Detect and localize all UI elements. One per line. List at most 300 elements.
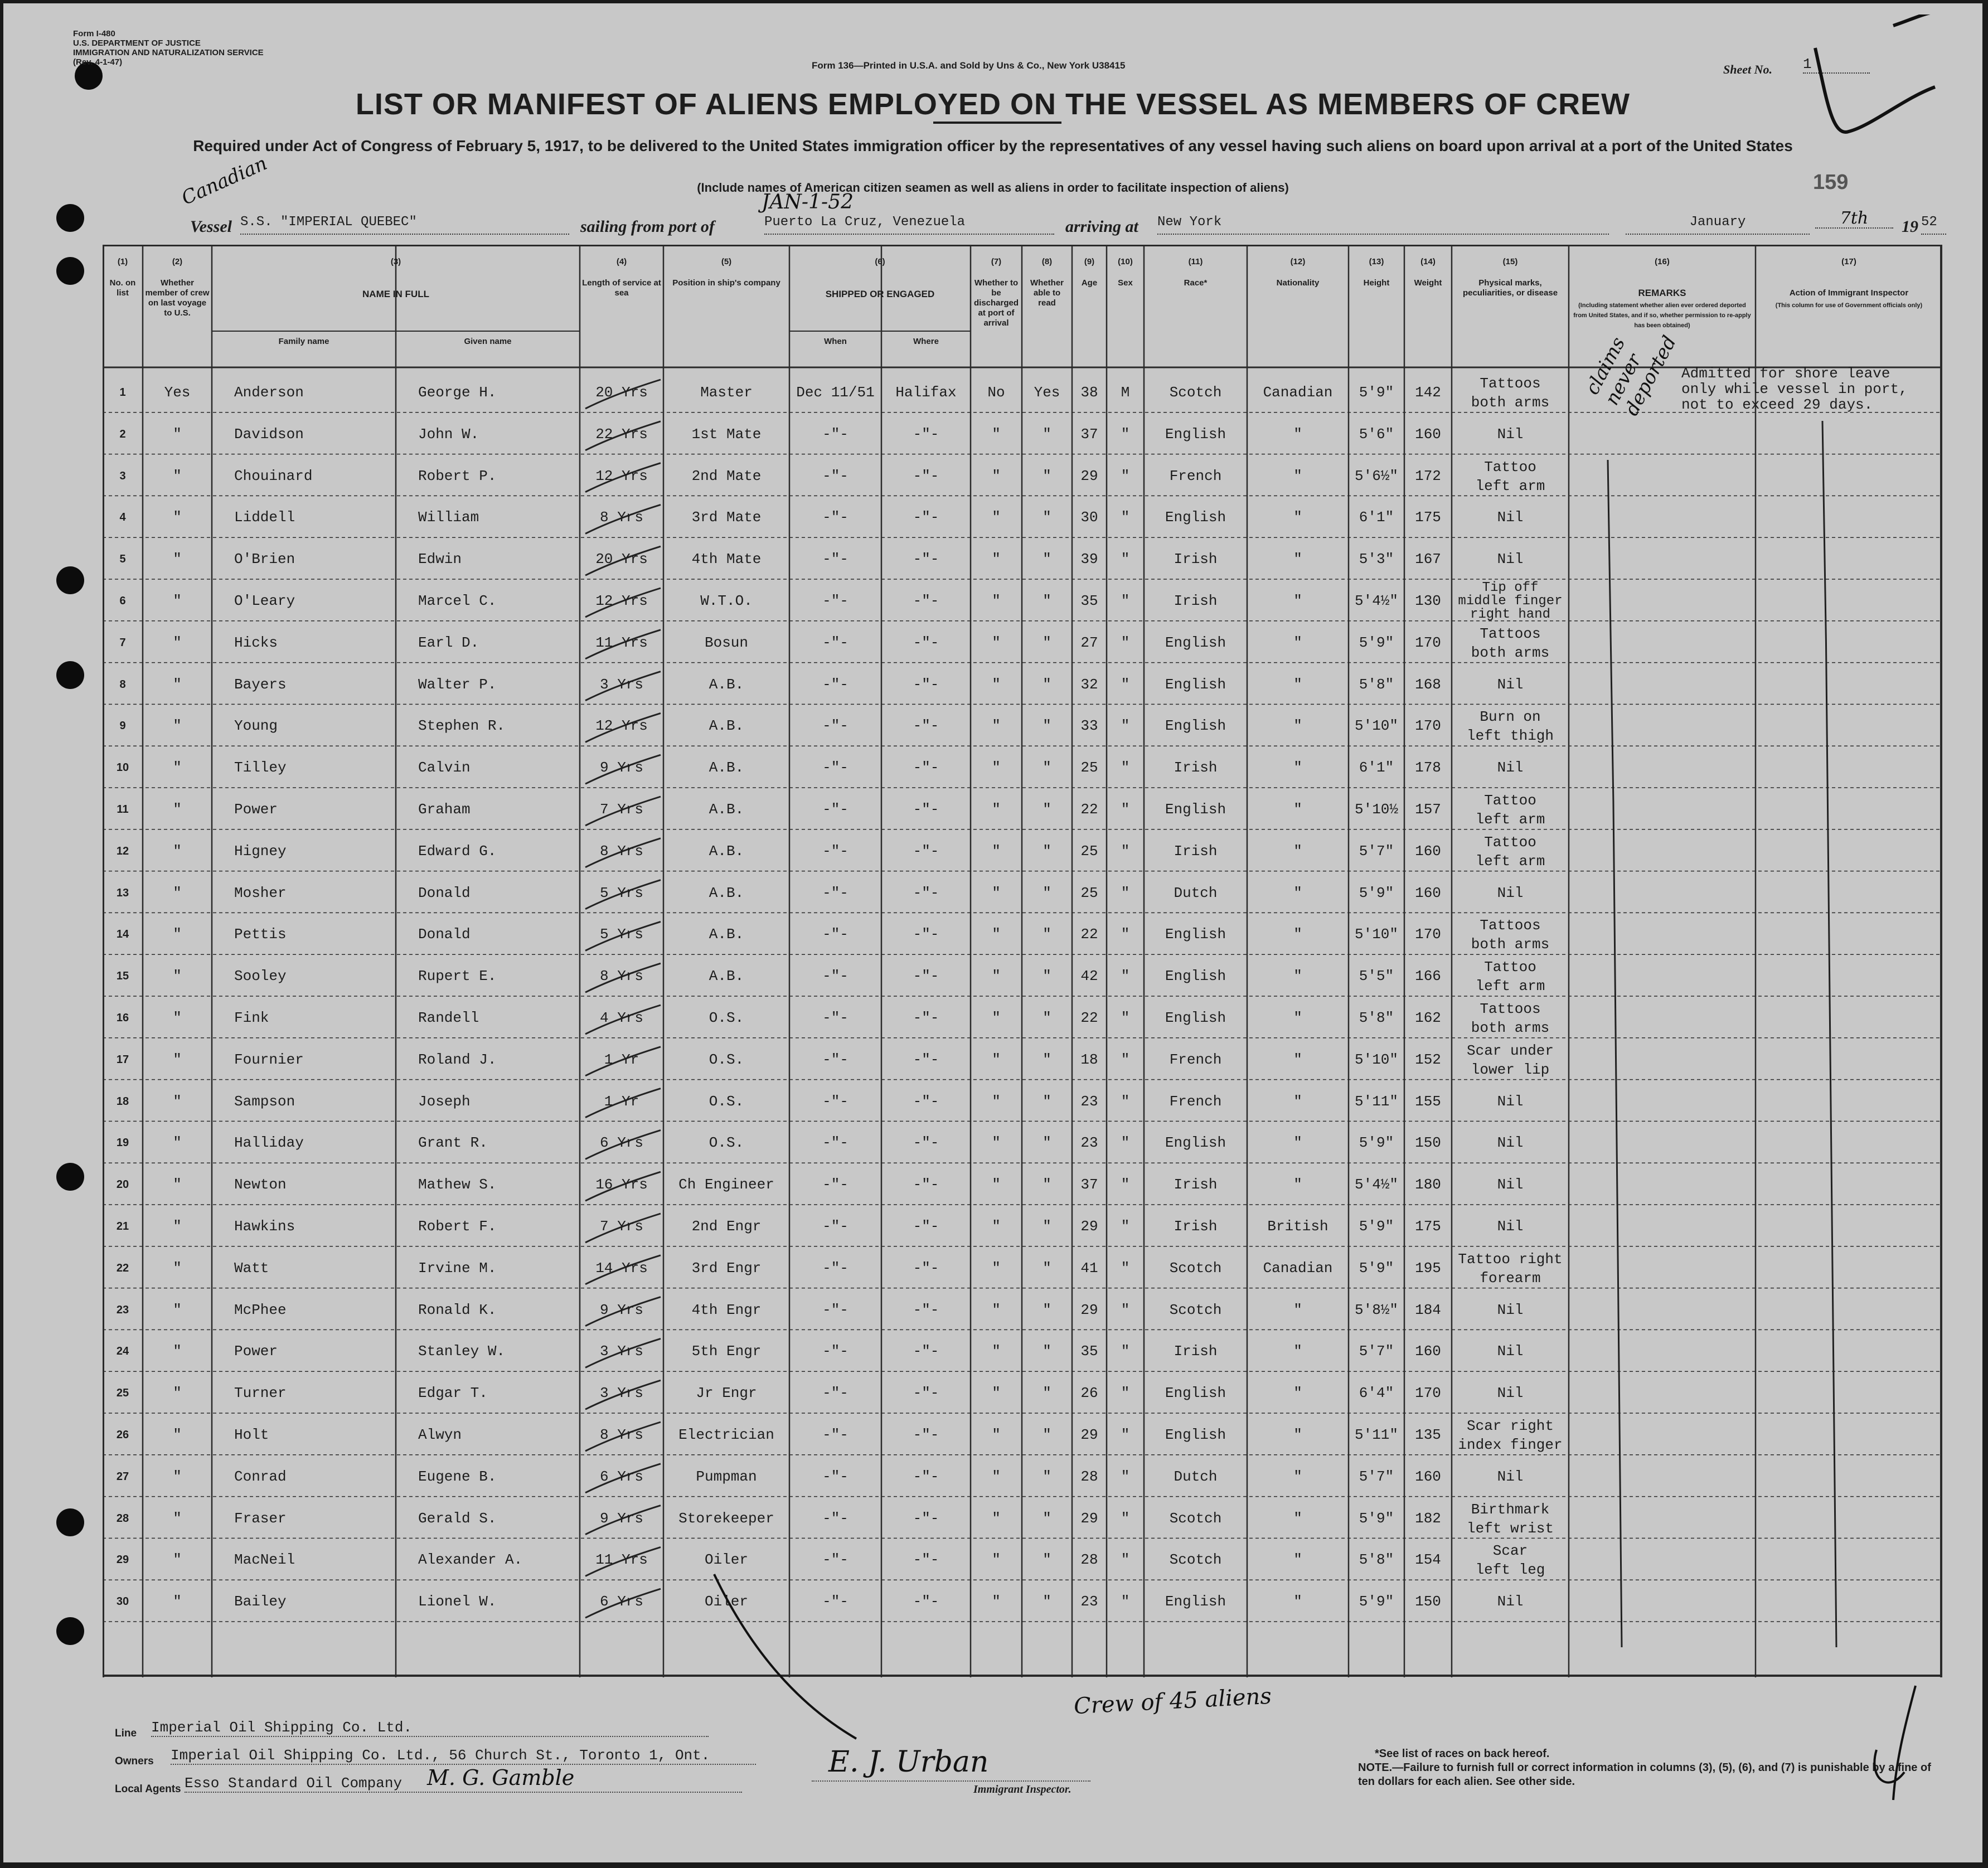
column-number-2: (2) (172, 257, 183, 266)
cell-position: O.S. (709, 1093, 744, 1110)
cell-family: Sooley (234, 968, 287, 985)
column-header-17: Action of Immigrant Inspector (1789, 288, 1909, 298)
cell-disch: " (992, 634, 1001, 651)
cell-last: " (173, 1593, 182, 1610)
cell-no: 4 (119, 511, 126, 524)
cell-age: 29 (1080, 1301, 1098, 1318)
cell-position: A.B. (709, 884, 744, 901)
cell-marks: Nil (1497, 1385, 1524, 1402)
cell-age: 37 (1080, 1176, 1098, 1193)
continuation-stroke (1822, 421, 1836, 1647)
cell-disch: " (992, 1176, 1001, 1193)
cell-read: " (1043, 1010, 1051, 1026)
cell-last: " (173, 1176, 182, 1193)
cell-marks: Tip off middle finger right hand (1458, 580, 1563, 622)
cell-no: 12 (116, 845, 129, 857)
cell-height: 5'4½" (1354, 593, 1398, 609)
cell-nat: " (1293, 1051, 1302, 1068)
cell-marks: Nil (1497, 1134, 1524, 1152)
cell-age: 35 (1080, 593, 1098, 609)
cell-disch: " (992, 717, 1001, 735)
cell-marks: Tattoo left arm (1475, 959, 1545, 995)
cell-service: 12 Yrs (595, 717, 648, 735)
cell-where: -"- (913, 593, 939, 609)
page-subtitle: Required under Act of Congress of February 5, 1917, to be delivered to the United States immigration officer by the representatives of any vessel having such aliens on board upon arrival at a port of the United States (193, 137, 1793, 154)
cell-age: 23 (1080, 1134, 1098, 1152)
cell-read: " (1043, 801, 1051, 818)
cell-given: Gerald S. (418, 1510, 497, 1527)
cell-where: -"- (913, 1510, 939, 1527)
cell-marks: Nil (1497, 551, 1524, 568)
column-header-2: Whether member of crew on last voyage to U.S. (145, 278, 210, 318)
cell-position: Electrician (678, 1427, 774, 1443)
cell-no: 1 (119, 386, 126, 399)
cell-service: 4 Yrs (599, 1010, 643, 1026)
year-prefix: 19 (1902, 217, 1918, 236)
cell-given: Randell (418, 1010, 479, 1026)
cell-sex: " (1121, 1551, 1130, 1569)
cell-family: O'Brien (234, 551, 295, 568)
handwritten-nationality: Canadian (178, 152, 271, 210)
cell-when: -"- (822, 968, 848, 985)
signature-line (812, 1780, 1090, 1782)
cell-read: " (1043, 1510, 1051, 1527)
cell-service: 6 Yrs (599, 1134, 643, 1152)
cell-where: -"- (913, 1259, 939, 1277)
cell-family: Bayers (234, 676, 287, 693)
column-header-11: Race* (1184, 278, 1208, 288)
cell-where: -"- (913, 551, 939, 568)
cell-height: 5'8" (1359, 676, 1394, 693)
cell-given: Robert P. (418, 467, 497, 484)
cell-where: -"- (913, 1176, 939, 1193)
cell-nat: Canadian (1263, 1259, 1333, 1277)
cell-age: 35 (1080, 1343, 1098, 1360)
cell-read: " (1043, 676, 1051, 693)
cell-race: Irish (1174, 1218, 1218, 1235)
column-header-10: Sex (1118, 278, 1133, 288)
cell-disch: " (992, 1301, 1001, 1318)
cell-given: Donald (418, 926, 471, 943)
cell-age: 22 (1080, 801, 1098, 818)
cell-where: -"- (913, 1093, 939, 1110)
cell-read: " (1043, 1176, 1051, 1193)
cell-sex: " (1121, 717, 1130, 735)
cell-race: English (1165, 1593, 1226, 1610)
cell-read: " (1043, 717, 1051, 735)
cell-given: Edwin (418, 551, 462, 568)
cell-read: " (1043, 1593, 1051, 1610)
cell-marks: Burn on left thigh (1466, 709, 1554, 745)
cell-where: -"- (913, 968, 939, 985)
continuation-stroke (1608, 460, 1622, 1647)
cell-when: -"- (822, 467, 848, 484)
column-subheader-17: (This column for use of Government officials only) (1775, 302, 1923, 309)
cell-race: English (1165, 801, 1226, 818)
cell-weight: 170 (1415, 1385, 1441, 1402)
sheet-number-label: Sheet No. (1723, 62, 1772, 76)
cell-last: " (173, 1343, 182, 1360)
cell-service: 20 Yrs (595, 384, 648, 401)
cell-when: -"- (822, 1427, 848, 1443)
column-number-17: (17) (1841, 257, 1856, 266)
cell-weight: 170 (1415, 634, 1441, 651)
cell-height: 6'1" (1359, 509, 1394, 526)
cell-marks: Nil (1497, 1218, 1524, 1235)
cell-nat: " (1293, 1301, 1302, 1318)
cell-height: 5'10" (1354, 1051, 1398, 1068)
cell-weight: 160 (1415, 1343, 1441, 1360)
cell-family: Power (234, 801, 278, 818)
cell-weight: 178 (1415, 759, 1441, 777)
cell-marks: Birthmark left wrist (1466, 1501, 1554, 1537)
cell-position: Oiler (704, 1551, 748, 1569)
cell-service: 9 Yrs (599, 759, 643, 777)
cell-race: Irish (1174, 759, 1218, 777)
cell-last: " (173, 842, 182, 860)
cell-height: 5'9" (1359, 1134, 1394, 1152)
column-header-given-name: Given name (464, 337, 512, 346)
cell-position: Bosun (704, 634, 748, 651)
cell-last: " (173, 551, 182, 568)
cell-where: -"- (913, 425, 939, 443)
cell-height: 6'4" (1359, 1385, 1394, 1402)
cell-where: -"- (913, 1301, 939, 1318)
cell-read: " (1043, 509, 1051, 526)
column-number-9: (9) (1084, 257, 1095, 266)
cell-family: Power (234, 1343, 278, 1360)
cell-height: 5'9" (1359, 1593, 1394, 1610)
cell-position: A.B. (709, 801, 744, 818)
cell-read: " (1043, 968, 1051, 985)
arrival-month: January (1626, 215, 1810, 235)
cell-read: " (1043, 1218, 1051, 1235)
cell-no: 5 (119, 553, 126, 566)
cell-position: O.S. (709, 1010, 744, 1026)
cell-weight: 168 (1415, 676, 1441, 693)
cell-no: 30 (116, 1595, 129, 1608)
cell-nat: " (1293, 1010, 1302, 1026)
cell-age: 39 (1080, 551, 1098, 568)
column-number-8: (8) (1041, 257, 1053, 266)
cell-height: 5'10½ (1354, 801, 1398, 818)
cell-sex: " (1121, 968, 1130, 985)
punch-hole (56, 1163, 84, 1191)
initial-mark (1865, 1683, 1932, 1811)
cell-given: George H. (418, 384, 497, 401)
line-label: Line (115, 1728, 137, 1739)
cell-service: 8 Yrs (599, 509, 643, 526)
punch-hole (56, 204, 84, 232)
cell-where: Halifax (895, 384, 957, 401)
cell-race: French (1169, 1093, 1222, 1110)
cell-position: Oiler (704, 1593, 748, 1610)
cell-given: Mathew S. (418, 1176, 497, 1193)
cell-weight: 180 (1415, 1176, 1441, 1193)
cell-read: " (1043, 1134, 1051, 1152)
cell-position: Jr Engr (696, 1385, 757, 1402)
cell-given: Donald (418, 884, 471, 901)
agents-label: Local Agents (115, 1783, 181, 1795)
cell-given: Walter P. (418, 676, 497, 693)
cell-service: 9 Yrs (599, 1301, 643, 1318)
cell-weight: 152 (1415, 1051, 1441, 1068)
cell-nat: " (1293, 1093, 1302, 1110)
cell-position: 5th Engr (691, 1343, 762, 1360)
cell-position: 3rd Engr (691, 1259, 762, 1277)
column-header-3: NAME IN FULL (362, 289, 429, 299)
footer-note (1358, 1747, 1943, 1789)
cell-race: English (1165, 1010, 1226, 1026)
cell-service: 7 Yrs (599, 801, 643, 818)
column-header-family-name: Family name (278, 337, 329, 346)
cell-weight: 150 (1415, 1134, 1441, 1152)
cell-no: 24 (116, 1345, 129, 1358)
cell-service: 7 Yrs (599, 1218, 643, 1235)
cell-race: Scotch (1169, 1551, 1222, 1569)
cell-given: Stanley W. (418, 1343, 506, 1360)
cell-weight: 154 (1415, 1551, 1441, 1569)
cell-family: Pettis (234, 926, 287, 943)
title-underline (933, 122, 1061, 124)
cell-disch: " (992, 1343, 1001, 1360)
cell-age: 22 (1080, 1010, 1098, 1026)
cell-height: 5'3" (1359, 551, 1394, 568)
cell-marks: Tattoos both arms (1471, 917, 1550, 953)
owners-value: Imperial Oil Shipping Co. Ltd., 56 Church St., Toronto 1, Ont. (171, 1747, 756, 1765)
cell-no: 6 (119, 595, 126, 607)
cell-family: O'Leary (234, 593, 295, 609)
cell-marks: Tattoo left arm (1475, 833, 1545, 870)
cell-no: 27 (116, 1470, 129, 1483)
cell-last: " (173, 425, 182, 443)
cell-family: McPhee (234, 1301, 287, 1318)
stamp-number: 159 (1813, 171, 1849, 194)
departure-port: Puerto La Cruz, Venezuela (764, 215, 1054, 235)
cell-disch: " (992, 842, 1001, 860)
cell-last: " (173, 1259, 182, 1277)
cell-weight: 182 (1415, 1510, 1441, 1527)
cell-service: 9 Yrs (599, 1510, 643, 1527)
cell-read: " (1043, 1551, 1051, 1569)
cell-disch: " (992, 1134, 1001, 1152)
column-header-1: No. on list (109, 278, 136, 298)
cell-where: -"- (913, 1551, 939, 1569)
cell-last: " (173, 1468, 182, 1485)
cell-race: French (1169, 467, 1222, 484)
cell-no: 2 (119, 428, 126, 440)
cell-age: 25 (1080, 842, 1098, 860)
cell-nat: " (1293, 968, 1302, 985)
column-header-12: Nationality (1276, 278, 1320, 288)
sailing-label: sailing from port of (580, 217, 715, 236)
cell-service: 3 Yrs (599, 1343, 643, 1360)
column-header-where: Where (913, 337, 939, 346)
cell-given: Lionel W. (418, 1593, 497, 1610)
cell-height: 5'11" (1354, 1427, 1398, 1443)
cell-read: " (1043, 1427, 1051, 1443)
cell-race: English (1165, 968, 1226, 985)
cell-weight: 195 (1415, 1259, 1441, 1277)
cell-height: 5'7" (1359, 842, 1394, 860)
vessel-name: S.S. "IMPERIAL QUEBEC" (240, 215, 569, 235)
cell-race: Irish (1174, 842, 1218, 860)
cell-weight: 135 (1415, 1427, 1441, 1443)
cell-nat: " (1293, 467, 1302, 484)
cell-read: " (1043, 1468, 1051, 1485)
cell-read: " (1043, 467, 1051, 484)
cell-position: A.B. (709, 717, 744, 735)
cell-when: -"- (822, 801, 848, 818)
cell-given: Eugene B. (418, 1468, 497, 1485)
cell-marks: Scar right index finger (1458, 1418, 1563, 1453)
cell-position: 4th Mate (691, 551, 762, 568)
cell-read: " (1043, 425, 1051, 443)
cell-no: 15 (116, 970, 129, 983)
cell-read: " (1043, 1385, 1051, 1402)
cell-last: " (173, 1301, 182, 1318)
cell-sex: " (1121, 1259, 1130, 1277)
cell-when: -"- (822, 717, 848, 735)
cell-sex: " (1121, 1134, 1130, 1152)
inspector-label: Immigrant Inspector. (973, 1783, 1071, 1796)
cell-sex: " (1121, 593, 1130, 609)
cell-age: 26 (1080, 1385, 1098, 1402)
cell-where: -"- (913, 634, 939, 651)
cell-when: -"- (822, 676, 848, 693)
cell-nat: " (1293, 801, 1302, 818)
crew-count-note: Crew of 45 aliens (1073, 1683, 1272, 1720)
cell-given: Grant R. (418, 1134, 488, 1152)
cell-disch: " (992, 1218, 1001, 1235)
cell-service: 20 Yrs (595, 551, 648, 568)
cell-where: -"- (913, 1593, 939, 1610)
cell-sex: " (1121, 1301, 1130, 1318)
cell-marks: Nil (1497, 509, 1524, 526)
cell-marks: Tattoo right forearm (1458, 1250, 1563, 1287)
cell-weight: 160 (1415, 1468, 1441, 1485)
cell-position: A.B. (709, 842, 744, 860)
cell-position: A.B. (709, 676, 744, 693)
cell-last: " (173, 1134, 182, 1152)
cell-family: Young (234, 717, 278, 735)
cell-position: O.S. (709, 1051, 744, 1068)
cell-service: 6 Yrs (599, 1593, 643, 1610)
cell-nat: " (1293, 1427, 1302, 1443)
footer (3, 1677, 1982, 1862)
cell-nat: " (1293, 759, 1302, 777)
cell-height: 5'9" (1359, 1259, 1394, 1277)
cell-read: " (1043, 1301, 1051, 1318)
cell-nat: " (1293, 717, 1302, 735)
cell-last: " (173, 1551, 182, 1569)
cell-marks: Nil (1497, 884, 1524, 901)
cell-service: 11 Yrs (595, 634, 648, 651)
cell-family: Watt (234, 1259, 269, 1277)
cell-last: " (173, 509, 182, 526)
cell-position: O.S. (709, 1134, 744, 1152)
cell-when: -"- (822, 1176, 848, 1193)
cell-no: 18 (116, 1095, 129, 1108)
cell-race: English (1165, 1385, 1226, 1402)
cell-disch: " (992, 968, 1001, 985)
cell-marks: Nil (1497, 1093, 1524, 1110)
cell-marks: Nil (1497, 1593, 1524, 1610)
cell-race: English (1165, 717, 1226, 735)
cell-no: 29 (116, 1554, 129, 1566)
cell-family: Higney (234, 842, 287, 860)
form-printer-line: Form 136—Printed in U.S.A. and Sold by Uns & Co., New York U38415 (812, 60, 1126, 71)
cell-age: 41 (1080, 1259, 1098, 1277)
cell-race: Scotch (1169, 1510, 1222, 1527)
cell-given: Irvine M. (418, 1259, 497, 1277)
cell-when: -"- (822, 1093, 848, 1110)
cell-height: 5'8" (1359, 1010, 1394, 1026)
cell-where: -"- (913, 1385, 939, 1402)
cell-age: 25 (1080, 884, 1098, 901)
cell-weight: 167 (1415, 551, 1441, 568)
cell-disch: " (992, 593, 1001, 609)
cell-given: Joseph (418, 1093, 471, 1110)
cell-marks: Tattoos both arms (1471, 1001, 1550, 1036)
cell-position: 4th Engr (691, 1301, 762, 1318)
cell-disch: " (992, 1427, 1001, 1443)
column-number-10: (10) (1118, 257, 1133, 266)
column-header-7: Whether to be discharged at port of arrival (973, 278, 1019, 328)
cell-nat: " (1293, 1593, 1302, 1610)
cell-no: 10 (116, 761, 129, 774)
cell-service: 22 Yrs (595, 425, 648, 443)
cell-age: 37 (1080, 425, 1098, 443)
cell-no: 21 (116, 1220, 129, 1233)
cell-race: Dutch (1174, 1468, 1218, 1485)
cell-family: Liddell (234, 509, 295, 526)
cell-nat: " (1293, 1551, 1302, 1569)
cell-position: Ch Engineer (678, 1176, 774, 1193)
cell-height: 5'9" (1359, 1218, 1394, 1235)
cell-height: 5'8" (1359, 1551, 1394, 1569)
cell-marks: Scar left leg (1475, 1542, 1545, 1579)
cell-when: -"- (822, 509, 848, 526)
column-number-14: (14) (1420, 257, 1436, 266)
cell-family: Hicks (234, 634, 278, 651)
cell-sex: " (1121, 1093, 1130, 1110)
cell-given: Marcel C. (418, 593, 497, 609)
column-subheader-16: (Including statement whether alien ever ordered deported from United States, and if so, whether permission to re-apply has been obtained) (1573, 302, 1751, 329)
cell-where: -"- (913, 1343, 939, 1360)
cell-no: 13 (116, 886, 129, 899)
cell-age: 23 (1080, 1593, 1098, 1610)
cell-given: Robert F. (418, 1218, 497, 1235)
cell-last: " (173, 1510, 182, 1527)
cell-when: -"- (822, 1551, 848, 1569)
column-number-4: (4) (616, 257, 627, 266)
cell-nat: " (1293, 1134, 1302, 1152)
cell-disch: " (992, 551, 1001, 568)
cell-no: 25 (116, 1387, 129, 1400)
cell-family: Fink (234, 1010, 269, 1026)
cell-weight: 170 (1415, 926, 1441, 943)
cell-age: 28 (1080, 1468, 1098, 1485)
handwritten-date: JAN-1-52 (762, 191, 854, 214)
cell-service: 1 Yr (604, 1051, 639, 1068)
cell-given: Edward G. (418, 842, 497, 860)
cell-service: 8 Yrs (599, 842, 643, 860)
cell-disch: " (992, 1468, 1001, 1485)
column-header-5: Position in ship's company (672, 278, 780, 288)
cell-nat: " (1293, 1343, 1302, 1360)
column-header-when: When (824, 337, 847, 346)
